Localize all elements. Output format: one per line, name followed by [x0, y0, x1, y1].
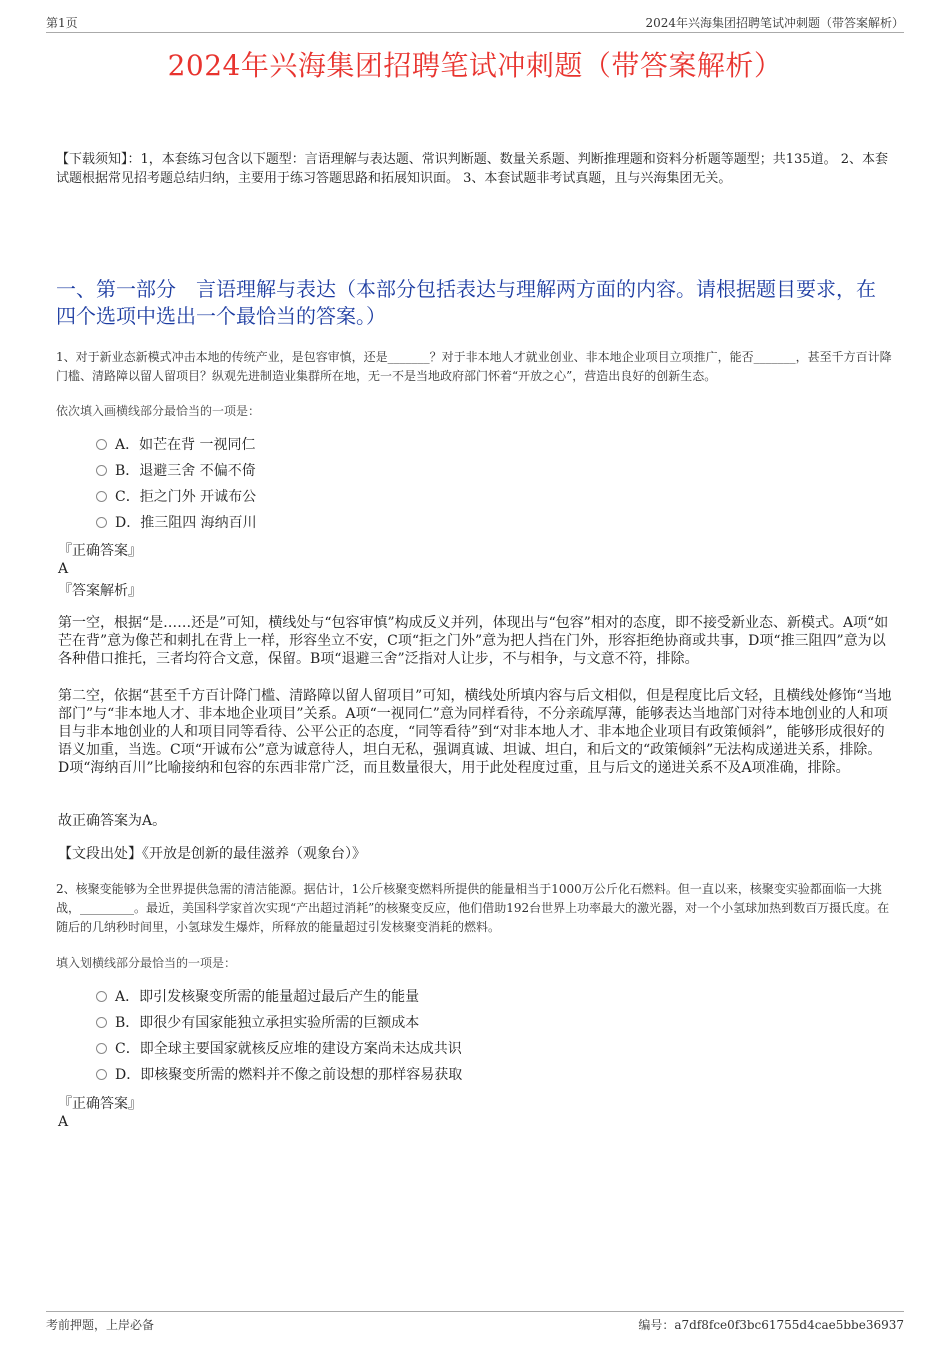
- option-d[interactable]: [96, 1062, 462, 1088]
- radio-icon[interactable]: [96, 1017, 107, 1028]
- option-label: C．即全球主要国家就核反应堆的建设方案尚未达成共识: [115, 1041, 462, 1057]
- answer-value: A: [58, 1114, 69, 1130]
- option-label: B．即很少有国家能独立承担实验所需的巨额成本: [115, 1015, 420, 1031]
- question-2-text: 2、核聚变能够为全世界提供急需的清洁能源。据估计，1公斤核聚变燃料所提供的能量相当于1000万公斤化石燃料。但一直以来，核聚变实验都面临一大挑战，_________。最近，美国科学家首次实现“产出超过消耗”的核聚变反应，他们借助192台世界上功率最大的激光器，对一个小氢球加热到数百万摄氏度。在随后的几纳秒时间里，小氢球发生爆炸，所释放的能量超过引发核聚变消耗的燃料。: [56, 882, 890, 934]
- analysis-paragraph-2: 第二空，依据“甚至千方百计降门槛、清路障以留人留项目”可知，横线处所填内容与后文相似，但是程度比后文轻，且横线处修饰“当地部门”与“非本地人才、非本地企业项目”关系。A项“一视同仁”意为同样看待，不分亲疏厚薄，能够表达当地部门对待本地创业的人和项目与非本地创业的人和项目同等看待、公平公正的态度，“同等看待”到“对非本地人才、非本地企业项目有政策倾斜”，能够形成很好的语义加重，当选。C项“开诚布公”意为诚意待人，坦白无私，强调真诚、坦诚、坦白，和后文的“政策倾斜”无法构成递进关系，排除。D项“海纳百川”比喻接纳和包容的东西非常广泛，而且数量很大，用于此处程度过重，且与后文的递进关系不及A项准确，排除。: [58, 688, 892, 776]
- page-footer: [46, 1311, 904, 1334]
- option-c[interactable]: [96, 1036, 462, 1062]
- radio-icon[interactable]: [96, 491, 107, 502]
- analysis-label: 『答案解析』: [58, 583, 142, 599]
- radio-icon[interactable]: [96, 439, 107, 450]
- question-2-prompt: 填入划横线部分最恰当的一项是：: [56, 956, 237, 970]
- radio-icon[interactable]: [96, 991, 107, 1002]
- page-number: 第1页: [46, 16, 78, 30]
- option-label: A．即引发核聚变所需的能量超过最后产生的能量: [115, 989, 420, 1005]
- radio-icon[interactable]: [96, 517, 107, 528]
- radio-icon[interactable]: [96, 1069, 107, 1080]
- option-label: B．退避三舍 不偏不倚: [115, 463, 256, 479]
- question-1-options: [96, 432, 257, 536]
- option-c[interactable]: [96, 484, 257, 510]
- conclusion: 故正确答案为A。: [58, 813, 167, 829]
- option-label: A．如芒在背 一视同仁: [115, 437, 256, 453]
- document-title: 2024年兴海集团招聘笔试冲刺题（带答案解析）: [167, 49, 783, 82]
- option-b[interactable]: [96, 1010, 462, 1036]
- analysis-paragraph-1: 第一空，根据“是……还是”可知，横线处与“包容审慎”构成反义并列，体现出与“包容”相对的态度，即不接受新业态、新模式。A项“如芒在背”意为像芒和刺扎在背上一样，形容坐立不安，C项“拒之门外”意为把人挡在门外，形容拒绝协商或共事，D项“推三阻四”意为以各种借口推托，三者均符合文意，保留。B项“退避三舍”泛指对人让步，不与相争，与文意不符，排除。: [58, 615, 889, 667]
- section-heading: 一、第一部分 言语理解与表达（本部分包括表达与理解两方面的内容。请根据题目要求，在四个选项中选出一个最恰当的答案。）: [56, 277, 876, 328]
- option-label: D．推三阻四 海纳百川: [115, 515, 257, 531]
- radio-icon[interactable]: [96, 465, 107, 476]
- question-1-prompt: 依次填入画横线部分最恰当的一项是：: [56, 404, 261, 418]
- option-d[interactable]: [96, 510, 257, 536]
- question-2-options: [96, 984, 462, 1088]
- source-citation: 【文段出处】《开放是创新的最佳滋养（观象台）》: [58, 846, 366, 862]
- answer-label: 『正确答案』: [58, 543, 142, 559]
- page-header: [46, 14, 904, 33]
- header-doc-title: 2024年兴海集团招聘笔试冲刺题（带答案解析）: [645, 16, 904, 30]
- option-label: D．即核聚变所需的燃料并不像之前设想的那样容易获取: [115, 1067, 463, 1083]
- option-b[interactable]: [96, 458, 257, 484]
- option-a[interactable]: [96, 984, 462, 1010]
- download-notice: 【下载须知】：1，本套练习包含以下题型：言语理解与表达题、常识判断题、数量关系题、判断推理题和资料分析题等题型；共135道。 2、本套试题根据常见招考题总结归纳，主要用于练习答题思路和拓展知识面。 3、本套试题非考试真题，且与兴海集团无关。: [56, 152, 888, 186]
- answer-label: 『正确答案』: [58, 1096, 142, 1112]
- option-label: C．拒之门外 开诚布公: [115, 489, 257, 505]
- question-1-text: 1、对于新业态新模式冲击本地的传统产业，是包容审慎，还是_______？对于非本地人才就业创业、非本地企业项目立项推广，能否_______，甚至千方百计降门槛、清路障以留人留项目？纵观先进制造业集群所在地，无一不是当地政府部门怀着“开放之心”，营造出良好的创新生态。: [56, 350, 892, 383]
- radio-icon[interactable]: [96, 1043, 107, 1054]
- footer-slogan: 考前押题，上岸必备: [46, 1318, 155, 1332]
- footer-id: 编号：a7df8fce0f3bc61755d4cae5bbe36937: [638, 1318, 904, 1332]
- answer-value: A: [58, 561, 69, 577]
- option-a[interactable]: [96, 432, 257, 458]
